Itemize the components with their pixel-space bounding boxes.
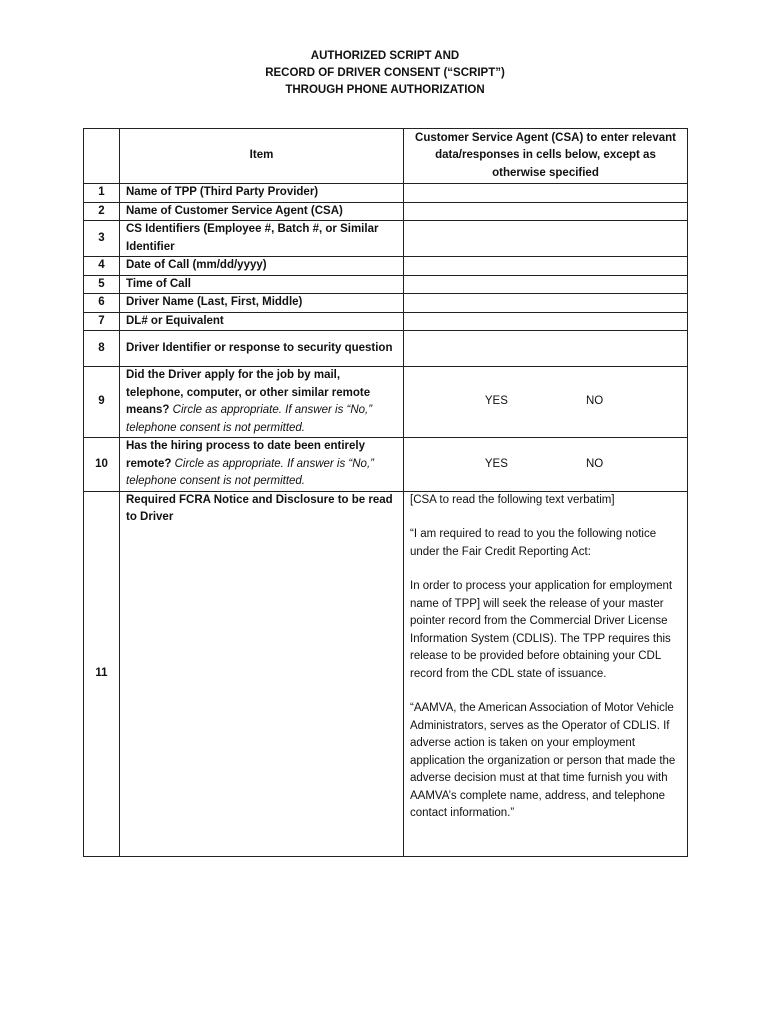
row-number: 7 — [84, 312, 120, 331]
header-number-cell — [84, 129, 120, 184]
row-number: 10 — [84, 438, 120, 492]
table-row — [84, 202, 688, 221]
row-item — [120, 367, 404, 438]
answer-cell[interactable] — [404, 275, 688, 294]
yes-no-cell — [404, 438, 688, 492]
table-row — [84, 257, 688, 276]
document-title — [0, 48, 770, 99]
answer-cell[interactable] — [404, 184, 688, 203]
row-number: 6 — [84, 294, 120, 313]
header-row — [84, 129, 688, 184]
row-item: Name of TPP (Third Party Provider) — [120, 184, 404, 203]
row-item-question: Has the hiring process to date been entirely remote? — [126, 440, 366, 470]
row-item: Driver Identifier or response to security question — [120, 331, 404, 367]
consent-table — [83, 128, 688, 857]
row-number: 8 — [84, 331, 120, 367]
header-csa: Customer Service Agent (CSA) to enter relevant data/responses in cells below, except as otherwise specified — [404, 129, 688, 184]
yes-option[interactable]: YES — [484, 395, 508, 408]
row-number: 4 — [84, 257, 120, 276]
yes-no-cell — [404, 367, 688, 438]
table-row — [84, 275, 688, 294]
table-row — [84, 438, 688, 492]
row-number: 9 — [84, 367, 120, 438]
row-item: Driver Name (Last, First, Middle) — [120, 294, 404, 313]
table-row — [84, 294, 688, 313]
table-row — [84, 312, 688, 331]
row-item: DL# or Equivalent — [120, 312, 404, 331]
title-line-3: THROUGH PHONE AUTHORIZATION — [285, 84, 485, 96]
table-row — [84, 184, 688, 203]
notice-paragraph: “AAMVA, the American Association of Motor Vehicle Administrators, serves as the Operator of CDLIS. If adverse action is taken on your employment application the organization or person that made the adverse decision must at that time furnish you with AAMVA’s complete name, address, and telephone contact information.” — [410, 702, 676, 819]
answer-cell[interactable] — [404, 312, 688, 331]
answer-cell[interactable] — [404, 331, 688, 367]
answer-cell[interactable] — [404, 202, 688, 221]
notice-paragraph: In order to process your application for employment name of TPP] will seek the release of your master pointer record from the Commercial Driver License Information System (CDLIS). The TPP requires this release to be provided before obtaining your CDL record from the CDL state of issuance. — [410, 580, 673, 680]
row-number: 11 — [84, 491, 120, 856]
no-option[interactable]: NO — [585, 457, 604, 470]
notice-intro: “I am required to read to you the following notice under the Fair Credit Reporting Act: — [410, 528, 657, 558]
table-row — [84, 221, 688, 257]
table-row — [84, 367, 688, 438]
fcra-notice-cell — [404, 491, 688, 856]
row-number: 2 — [84, 202, 120, 221]
row-number: 1 — [84, 184, 120, 203]
yes-option[interactable]: YES — [484, 457, 508, 470]
row-item: Date of Call (mm/dd/yyyy) — [120, 257, 404, 276]
row-item-note: Circle as appropriate. If answer is “No,” telephone consent is not permitted. — [126, 404, 373, 434]
table-row — [84, 331, 688, 367]
row-item: CS Identifiers (Employee #, Batch #, or Similar Identifier — [120, 221, 404, 257]
row-number: 5 — [84, 275, 120, 294]
row-item: Time of Call — [120, 275, 404, 294]
csa-instruction: [CSA to read the following text verbatim] — [410, 493, 615, 506]
row-number: 3 — [84, 221, 120, 257]
table-row — [84, 491, 688, 856]
row-item — [120, 438, 404, 492]
answer-cell[interactable] — [404, 257, 688, 276]
title-line-1: AUTHORIZED SCRIPT AND — [310, 50, 460, 62]
row-item-question: Did the Driver apply for the job by mail, telephone, computer, or other similar remote means? — [126, 369, 371, 416]
header-item: Item — [120, 129, 404, 184]
title-line-2: RECORD OF DRIVER CONSENT (“SCRIPT”) — [265, 67, 505, 79]
answer-cell[interactable] — [404, 221, 688, 257]
answer-cell[interactable] — [404, 294, 688, 313]
row-item-note: Circle as appropriate. If answer is “No,” telephone consent is not permitted. — [126, 457, 374, 487]
row-item: Required FCRA Notice and Disclosure to be read to Driver — [120, 491, 404, 856]
no-option[interactable]: NO — [585, 395, 604, 408]
row-item: Name of Customer Service Agent (CSA) — [120, 202, 404, 221]
